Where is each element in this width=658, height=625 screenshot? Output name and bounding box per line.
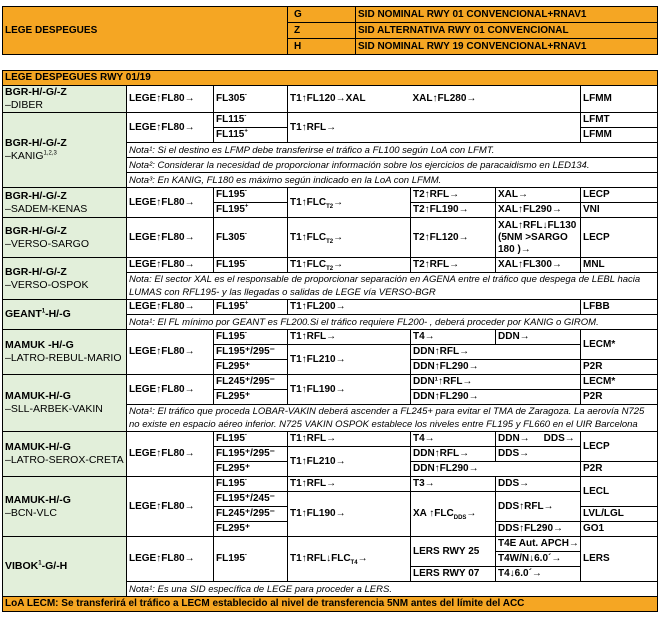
route-step: XAL↑FL290→: [496, 203, 581, 218]
legend-code: Z: [288, 23, 356, 39]
route-step: T1↑FL120→XAL: [288, 86, 411, 113]
route-step: LEGE↑FL80→: [127, 477, 214, 537]
destination-cell: LFMM: [581, 86, 658, 113]
route-step: T3→: [411, 477, 496, 492]
route-step: DDN¹↑RFL→: [411, 375, 581, 390]
route-step: T2↑FL120→: [411, 218, 496, 258]
route-step: T2↑RFL→: [411, 258, 496, 273]
route-step: LEGE↑FL80→: [127, 86, 214, 113]
legend-code: G: [288, 7, 356, 23]
level-cell: FL295⁺: [214, 522, 288, 537]
level-cell: FL195-: [214, 537, 288, 582]
level-cell: FL195-: [214, 432, 288, 447]
route-step: T1↑RFL→: [288, 432, 411, 447]
destination-cell: LFMM: [581, 128, 658, 143]
note: Nota³: En KANIG, FL180 es máximo según indicado en la LoA con LFMM.: [127, 173, 658, 188]
destination-cell: LERS: [581, 537, 658, 582]
legend-code: H: [288, 39, 356, 55]
route-step: T4→: [411, 330, 496, 345]
sid-cell: BGR-H/-G/-Z –SADEM-KENAS: [3, 188, 127, 218]
note: Nota¹: Es una SID específica de LEGE para proceder a LERS.: [127, 582, 658, 597]
route-step: T1↑RFL→: [288, 330, 411, 345]
route-step: LEGE↑FL80→: [127, 537, 214, 582]
level-cell: FL305-: [214, 218, 288, 258]
route-step: XAL↑FL300→: [496, 258, 581, 273]
route-step: T1↑FL190→: [288, 492, 411, 537]
destination-cell: LFBB: [581, 300, 658, 315]
route-step: DDN↑FL290→: [411, 390, 581, 405]
route-step: T4W/N↓6.0´→: [496, 552, 581, 567]
route-step: T4E Aut. APCH→: [496, 537, 581, 552]
route-step: T1↑RFL→: [288, 477, 411, 492]
destination-cell: GO1: [581, 522, 658, 537]
destination-cell: LECM*: [581, 330, 658, 360]
route-step: DDS↑FL290→: [496, 522, 581, 537]
route-step: DDS→: [496, 447, 581, 462]
destination-cell: LFMT: [581, 113, 658, 128]
sid-cell: MAMUK-H/-G –SLL-ARBEK-VAKIN: [3, 375, 127, 432]
route-step: LERS RWY 07: [411, 567, 496, 582]
table-header: LEGE DESPEGUES RWY 01/19: [3, 71, 658, 86]
table-footer: LoA LECM: Se transferirá el tráfico a LECM establecido al nivel de transferencia 5NM antes del límite del ACC: [3, 597, 658, 612]
level-cell: FL295⁺: [214, 462, 288, 477]
level-cell: FL295⁺: [214, 390, 288, 405]
level-cell: FL195-: [214, 330, 288, 345]
level-cell: FL245⁺/295⁻: [214, 507, 288, 522]
legend-table: [2, 6, 658, 55]
note: Nota¹: El FL mínimo por GEANT es FL200.Si el tráfico requiere FL200- , deberá proceder por KANIG o GIROM.: [127, 315, 658, 330]
route-step: DDS↑RFL→: [496, 492, 581, 522]
sid-cell: BGR-H/-G/-Z –DIBER: [3, 86, 127, 113]
destination-cell: MNL: [581, 258, 658, 273]
route-step: $T1↑RFL↓FLC_{T4}\to$: [288, 537, 411, 582]
destination-cell: LVL/LGL: [581, 507, 658, 522]
note: Nota¹: Si el destino es LFMP debe transferirse el tráfico a FL100 según LoA con LFMT.: [127, 143, 658, 158]
route-step: XAL↑RFL↓FL130 (5NM >SARGO 180 )→: [496, 218, 581, 258]
level-cell: FL305-: [214, 86, 288, 113]
level-cell: FL195+: [214, 300, 288, 315]
level-cell: FL195+: [214, 203, 288, 218]
route-step: T4↓6.0´→: [496, 567, 581, 582]
route-step: XAL↑FL280→: [411, 86, 581, 113]
route-step: T1↑FL200→: [288, 300, 581, 315]
route-step: T1↑FL210→: [288, 447, 411, 477]
legend-desc: SID NOMINAL RWY 19 CONVENCIONAL+RNAV1: [356, 39, 658, 55]
sid-cell: MAMUK -H/-G –LATRO-REBUL-MARIO: [3, 330, 127, 375]
route-step: LERS RWY 25: [411, 537, 496, 567]
route-step: DDN↑FL290→: [411, 462, 581, 477]
route-step: DDN→ DDS→: [496, 432, 581, 447]
sid-cell: BGR-H/-G/-Z –KANIG$^{1,2,3}$: [3, 113, 127, 188]
route-step: LEGE↑FL80→: [127, 300, 214, 315]
route-step: XAL→: [496, 188, 581, 203]
note: Nota: El sector XAL es el responsable de proporcionar separación en AGENA entre el tráfico que despega de LEBL hacia LUMAS con RFL195- y las llegadas o salidas de LEGE vía VERSO-BGR: [127, 273, 658, 300]
level-cell: FL115+: [214, 128, 288, 143]
sid-cell: GEANT$^1$-H/-G: [3, 300, 127, 330]
sid-cell: VIBOK$^1$-G/-H: [3, 537, 127, 597]
route-step: DDN↑RFL→: [411, 345, 581, 360]
destination-cell: LECP: [581, 188, 658, 203]
level-cell: FL195⁺/245⁻: [214, 492, 288, 507]
route-step: LEGE↑FL80→: [127, 432, 214, 477]
level-cell: FL195⁺/295⁻: [214, 345, 288, 360]
destination-cell: LECM*: [581, 375, 658, 390]
route-step: LEGE↑FL80→: [127, 375, 214, 405]
legend-title: LEGE DESPEGUES: [3, 7, 288, 55]
sid-cell: BGR-H/-G/-Z –VERSO-OSPOK: [3, 258, 127, 300]
route-step: DDN↑RFL→: [411, 447, 496, 462]
route-step: T1↑RFL→: [288, 113, 581, 143]
level-cell: FL195-: [214, 258, 288, 273]
route-step: T1↑FL190→: [288, 375, 411, 405]
route-step: T1↑FL210→: [288, 345, 411, 375]
route-step: $T1↑FLC_{T2}\to$: [288, 218, 411, 258]
route-step: DDN→: [496, 330, 581, 345]
destination-cell: VNI: [581, 203, 658, 218]
route-step: DDS→: [496, 477, 581, 492]
route-step: XA $↑FLC_{DDS}\to$: [411, 492, 496, 537]
note: Nota²: Considerar la necesidad de proporcionar información sobre los ejercicios de paracaidismo en LED134.: [127, 158, 658, 173]
destination-cell: P2R: [581, 390, 658, 405]
destination-cell: P2R: [581, 360, 658, 375]
route-step: LEGE↑FL80→: [127, 258, 214, 273]
route-step: $T1↑FLC_{T2}\to$: [288, 188, 411, 218]
destination-cell: LECL: [581, 477, 658, 507]
route-step: LEGE↑FL80→: [127, 188, 214, 218]
route-step: T2↑FL190→: [411, 203, 496, 218]
level-cell: FL115-: [214, 113, 288, 128]
legend-desc: SID ALTERNATIVA RWY 01 CONVENCIONAL: [356, 23, 658, 39]
note: Nota¹: El tráfico que proceda LOBAR-VAKIN deberá ascender a FL245+ para evitar el TMA de Zaragoza. La aerovía N725 no existe en espacio aéreo inferior. N725 VAKIN OSPOK establece los niveles entre FL195 y FL660 en el UIR Barcelona: [127, 405, 658, 432]
route-step: LEGE↑FL80→: [127, 218, 214, 258]
sid-cell: BGR-H/-G/-Z –VERSO-SARGO: [3, 218, 127, 258]
sid-cell: MAMUK-H/-G –BCN-VLC: [3, 477, 127, 537]
destination-cell: LECP: [581, 432, 658, 462]
destination-cell: LECP: [581, 218, 658, 258]
sid-cell: MAMUK-H/-G –LATRO-SEROX-CRETA: [3, 432, 127, 477]
route-step: DDN↑FL290→: [411, 360, 581, 375]
route-step: LEGE↑FL80→: [127, 330, 214, 375]
route-step: T4→: [411, 432, 496, 447]
legend-desc: SID NOMINAL RWY 01 CONVENCIONAL+RNAV1: [356, 7, 658, 23]
route-step: LEGE↑FL80→: [127, 113, 214, 143]
route-step: $T1↑FLC_{T2}\to$: [288, 258, 411, 273]
level-cell: FL295⁺: [214, 360, 288, 375]
level-cell: FL195-: [214, 477, 288, 492]
level-cell: FL195⁺/295⁻: [214, 447, 288, 462]
destination-cell: P2R: [581, 462, 658, 477]
departures-table: [2, 70, 658, 612]
route-step: T2↑RFL→: [411, 188, 496, 203]
level-cell: FL245⁺/295⁻: [214, 375, 288, 390]
level-cell: FL195-: [214, 188, 288, 203]
